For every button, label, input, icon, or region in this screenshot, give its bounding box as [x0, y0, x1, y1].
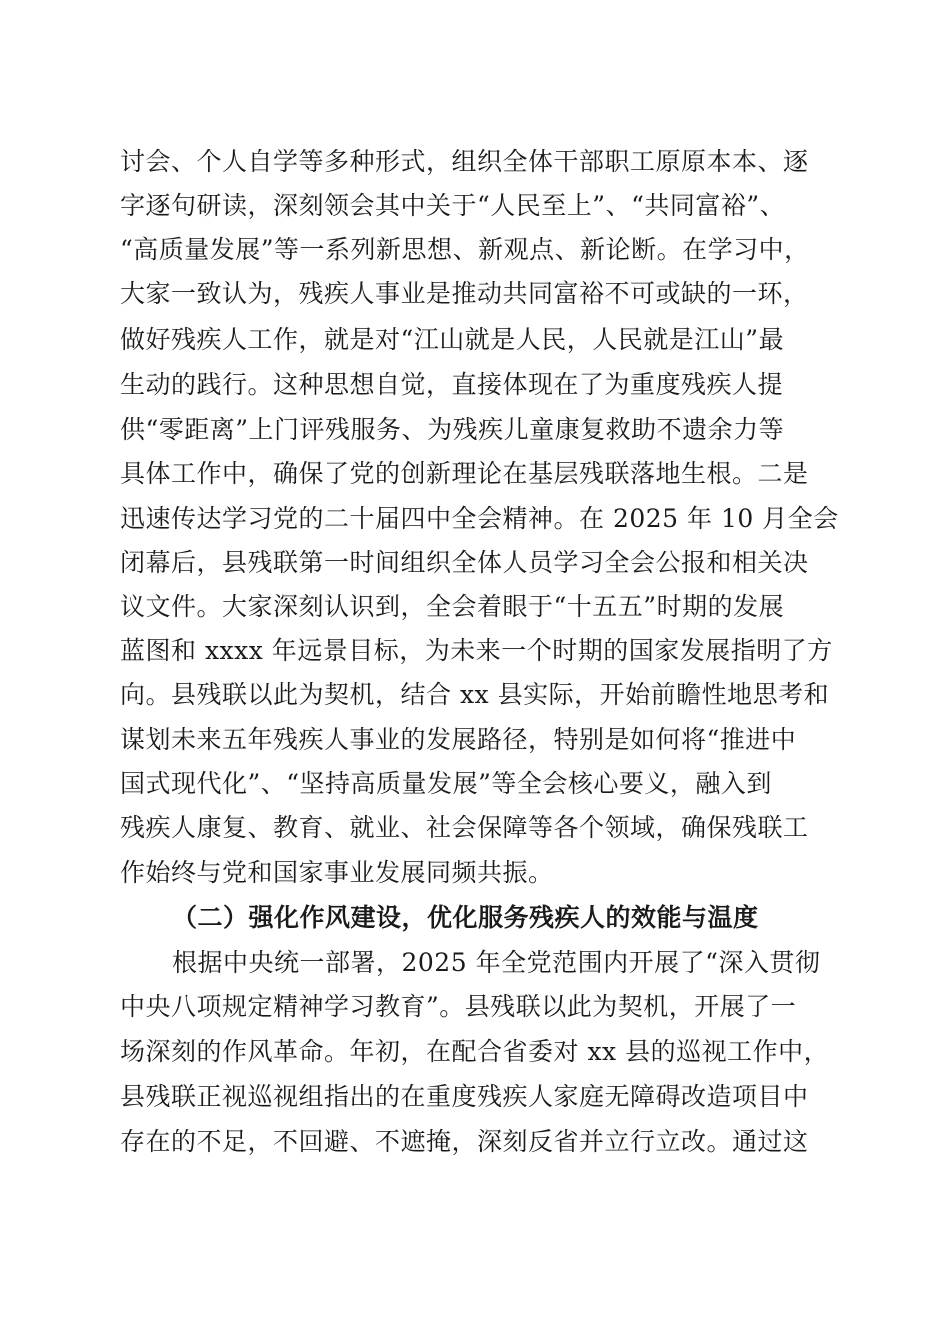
body-line: 根据中央统一部署，2025 年全党范围内开展了“深入贯彻: [172, 948, 821, 977]
body-line: 具体工作中，确保了党的创新理论在基层残联落地生根。二是: [120, 459, 809, 488]
body-line: 县残联正视巡视组指出的在重度残疾人家庭无障碍改造项目中: [120, 1082, 809, 1111]
body-line: 作始终与党和国家事业发展同频共振。: [120, 858, 554, 887]
body-line: 蓝图和 xxxx 年远景目标，为未来一个时期的国家发展指明了方: [120, 636, 833, 665]
body-line: 大家一致认为，残疾人事业是推动共同富裕不可或缺的一环，: [120, 279, 809, 308]
body-line: 做好残疾人工作，就是对“江山就是人民，人民就是江山”最: [120, 325, 785, 354]
body-line: 供“零距离”上门评残服务、为残疾儿童康复救助不遗余力等: [120, 415, 785, 444]
section-heading: （二）强化作风建设，优化服务残疾人的效能与温度: [172, 903, 759, 932]
body-line: 生动的践行。这种思想自觉，直接体现在了为重度残疾人提: [120, 370, 784, 399]
body-line: 存在的不足，不回避、不遮掩，深刻反省并立行立改。通过这: [120, 1127, 809, 1156]
body-line: 谋划未来五年残疾人事业的发展路径，特别是如何将“推进中: [120, 725, 797, 754]
body-line: 中央八项规定精神学习教育”。县残联以此为契机，开展了一: [120, 992, 797, 1021]
body-line: 议文件。大家深刻认识到，全会着眼于“十五五”时期的发展: [120, 592, 785, 621]
body-line: 闭幕后，县残联第一时间组织全体人员学习全会公报和相关决: [120, 548, 809, 577]
body-line: “高质量发展”等一系列新思想、新观点、新论断。在学习中，: [120, 235, 810, 264]
body-line: 残疾人康复、教育、就业、社会保障等各个领域，确保残联工: [120, 813, 809, 842]
body-line: 场深刻的作风革命。年初，在配合省委对 xx 县的巡视工作中，: [120, 1037, 830, 1066]
body-line: 向。县残联以此为契机，结合 xx 县实际，开始前瞻性地思考和: [120, 680, 830, 709]
body-line: 字逐句研读，深刻领会其中关于“人民至上”、“共同富裕”、: [120, 191, 786, 220]
body-line: 迅速传达学习党的二十届四中全会精神。在 2025 年 10 月全会: [120, 504, 839, 533]
body-line: 讨会、个人自学等多种形式，组织全体干部职工原原本本、逐: [120, 147, 809, 176]
body-line: 国式现代化”、“坚持高质量发展”等全会核心要义，融入到: [120, 769, 772, 798]
